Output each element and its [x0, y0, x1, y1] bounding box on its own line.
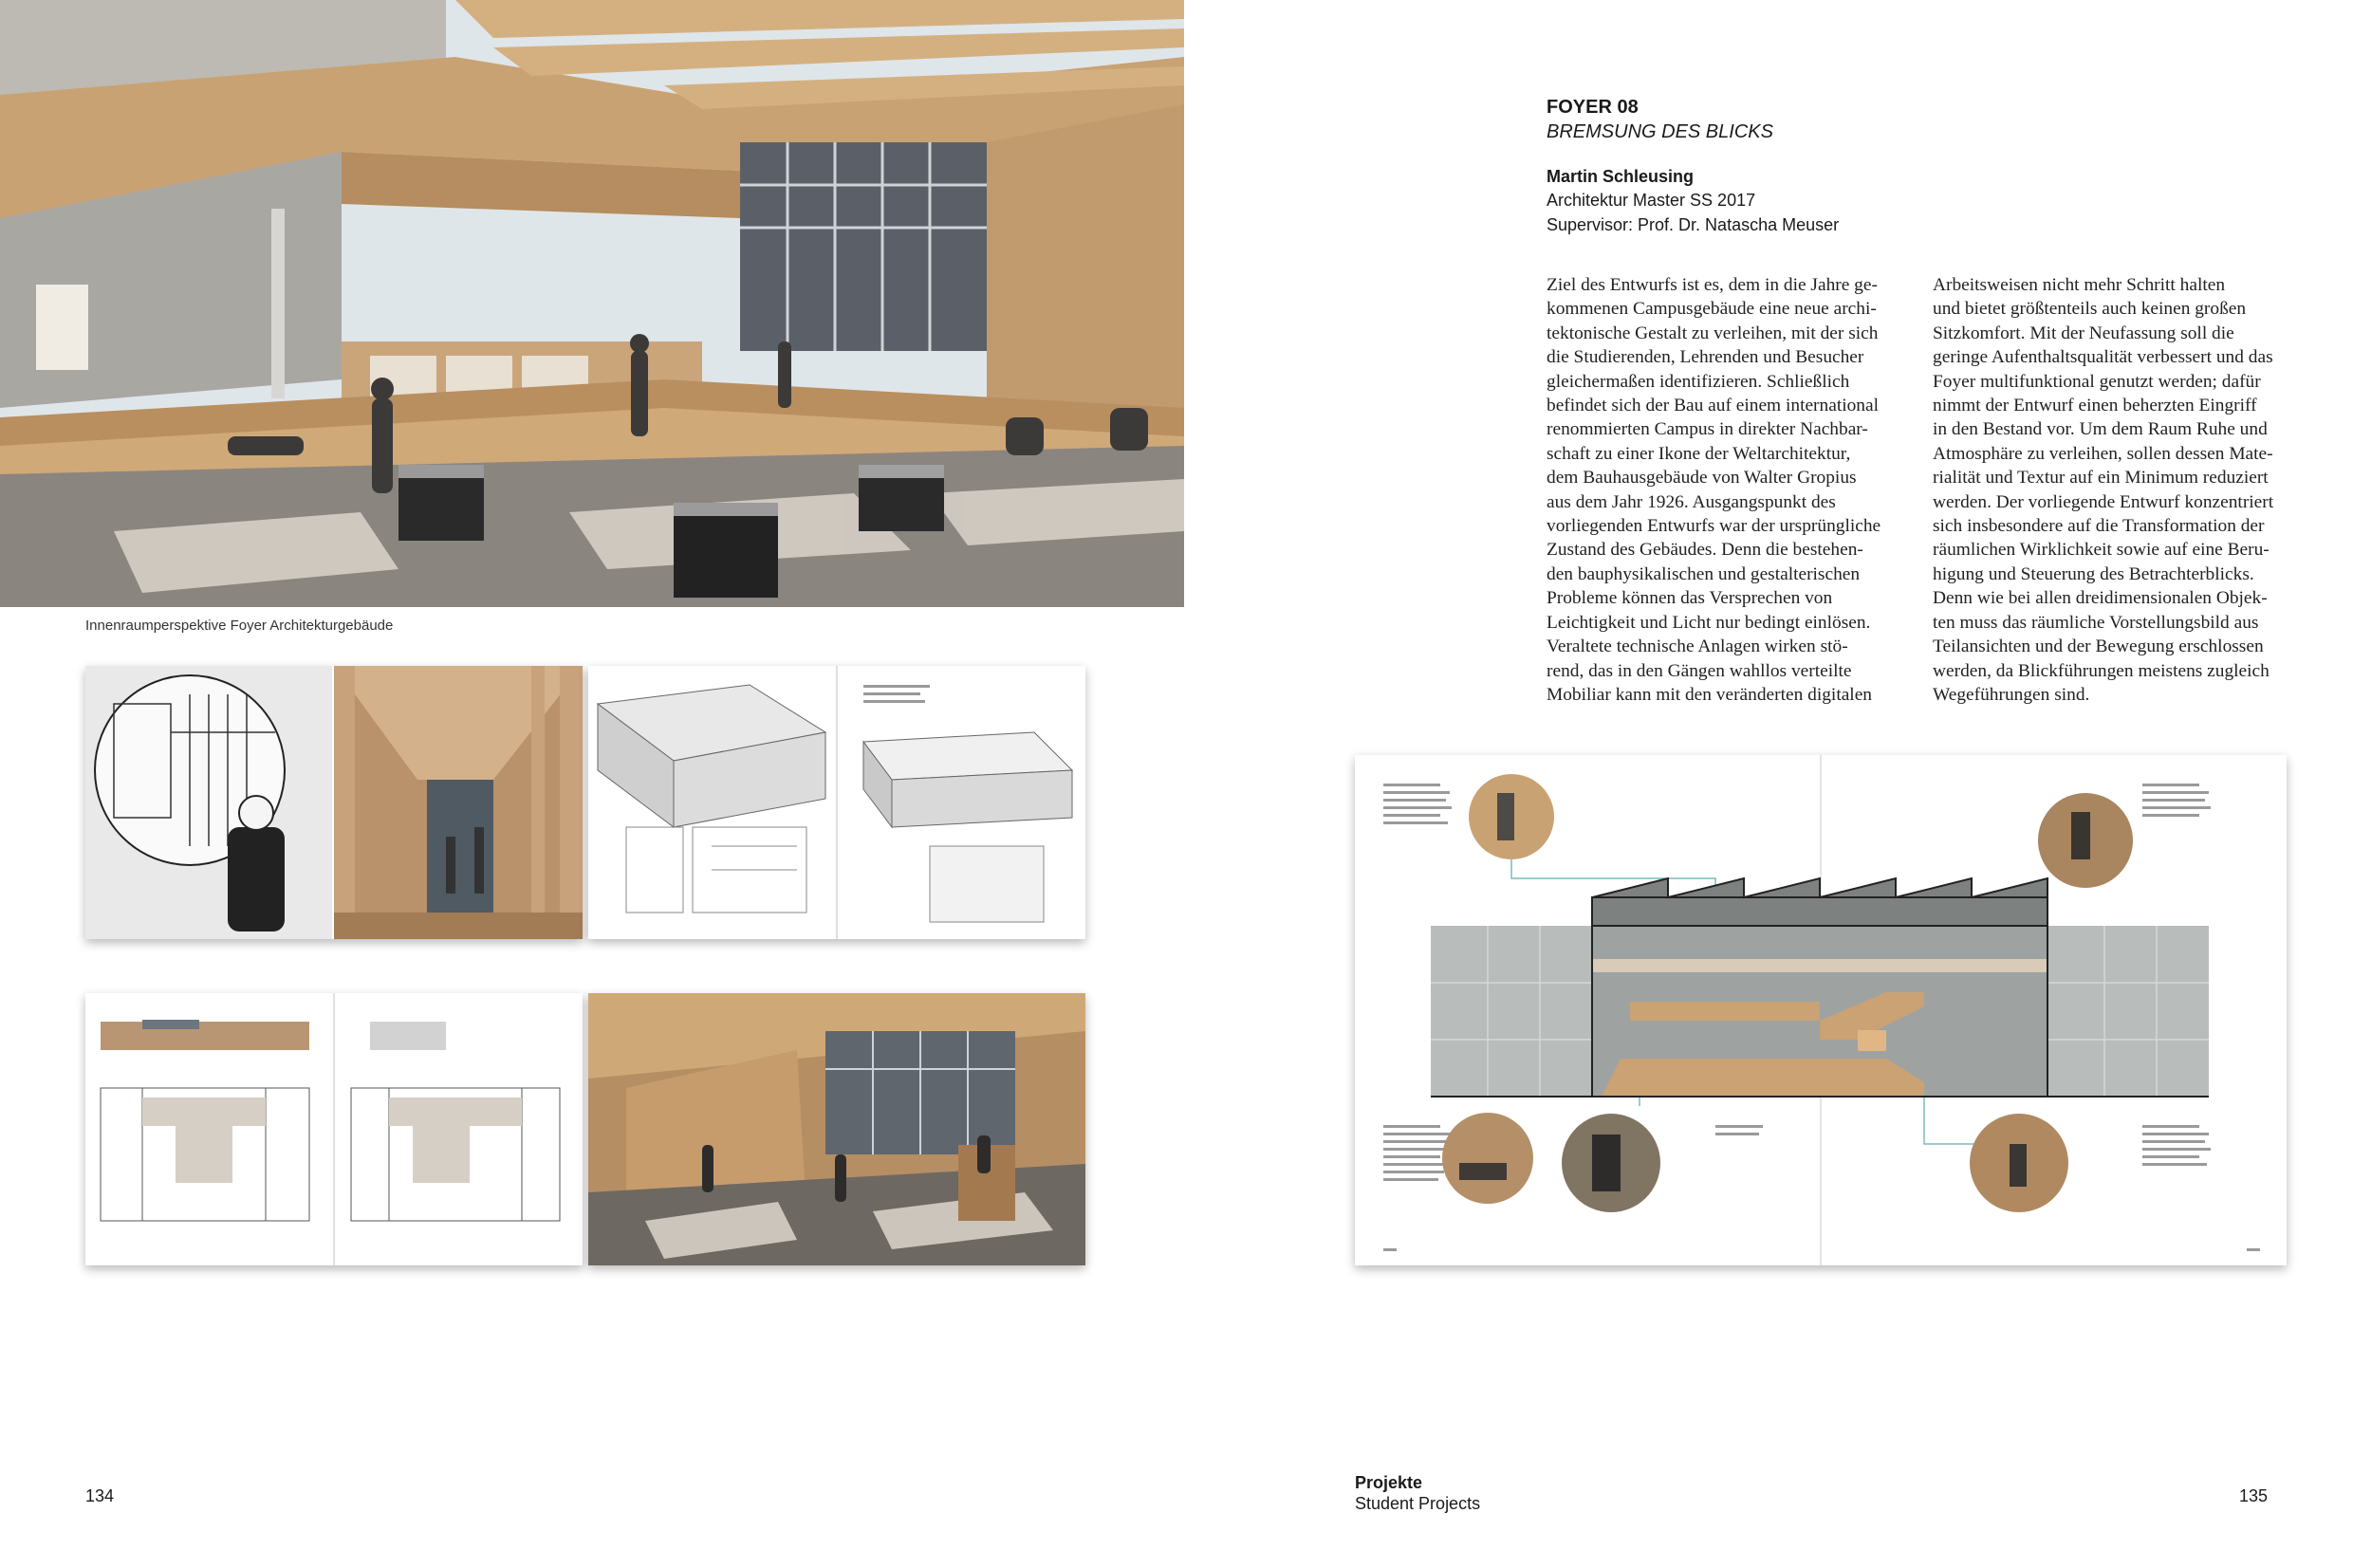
- body-line: Wegeführungen sind.: [1933, 684, 2090, 705]
- body-line: Denn wie bei allen dreidimensionalen Objek-: [1933, 588, 2268, 609]
- body-line: und bietet größtenteils auch keinen großen: [1933, 299, 2247, 320]
- body-line: schaft zu einer Ikone der Weltarchitektur,: [1547, 443, 1851, 464]
- body-line: nimmt der Entwurf einen beherzten Eingriff: [1933, 396, 2257, 416]
- body-line: renommierten Campus in direkter Nachbar-: [1547, 419, 1868, 440]
- body-text-column-1: [1547, 273, 1903, 707]
- body-line: rend, das in den Gängen wahllos verteilte: [1547, 660, 1852, 681]
- body-line: dem Bauhausgebäude von Walter Gropius: [1547, 468, 1857, 489]
- body-line: werden. Der vorliegende Entwurf konzentriert: [1933, 491, 2274, 512]
- foyer-interior-rendering: [0, 0, 1184, 607]
- supervisor-line: Supervisor: Prof. Dr. Natascha Meuser: [1547, 215, 1840, 234]
- body-line: sich insbesondere auf die Transformation der: [1933, 516, 2265, 537]
- author-name: Martin Schleusing: [1547, 167, 1695, 186]
- body-line: befindet sich der Bau auf einem international: [1547, 396, 1879, 416]
- body-line: aus dem Jahr 1926. Ausgangspunkt des: [1547, 491, 1836, 512]
- page-footer: [1355, 1472, 1480, 1514]
- body-line: Probleme können das Versprechen von: [1547, 588, 1833, 609]
- book-spread-perspectives: [85, 666, 583, 939]
- body-line: gleichermaßen identifizieren. Schließlich: [1547, 371, 1850, 392]
- body-line: Teilansichten und der Bewegung erschlossen: [1933, 636, 2264, 657]
- body-line: in den Bestand vor. Um dem Raum Ruhe und: [1933, 419, 2268, 440]
- body-line: kommenen Campusgebäude eine neue archi-: [1547, 299, 1877, 320]
- body-line: Atmosphäre zu verleihen, sollen dessen Mate-: [1933, 443, 2273, 464]
- body-line: Foyer multifunktional genutzt werden; dafür: [1933, 371, 2261, 392]
- body-line: higung und Steuerung des Betrachterblicks.: [1933, 563, 2254, 584]
- page-number-left: 134: [85, 1486, 115, 1505]
- body-line: Arbeitsweisen nicht mehr Schritt halten: [1933, 275, 2226, 295]
- body-line: Leichtigkeit und Licht nur bedingt einlösen.: [1547, 612, 1871, 633]
- hero-caption: Innenraumperspektive Foyer Architekturgebäude: [85, 618, 394, 634]
- body-line: ten muss das räumliche Vorstellungsbild aus: [1933, 612, 2259, 633]
- book-spread-axonometry: [588, 666, 1085, 939]
- body-line: tektonische Gestalt zu verleihen, mit der sich: [1547, 323, 1879, 343]
- body-line: die Studierenden, Lehrenden und Besucher: [1547, 347, 1864, 368]
- footer-section: Projekte: [1355, 1473, 1423, 1492]
- body-line: geringe Aufenthaltsqualität verbessert und das: [1933, 347, 2273, 368]
- program-line: Architektur Master SS 2017: [1547, 191, 1756, 210]
- body-line: werden, da Blickführungen meistens zugleich: [1933, 660, 2270, 681]
- book-spread-elevation: [1355, 755, 2287, 1265]
- body-line: Mobiliar kann mit den veränderten digitalen: [1547, 684, 1873, 705]
- body-text-column-2: [1933, 273, 2289, 707]
- body-line: Sitzkomfort. Mit der Neufassung soll die: [1933, 323, 2234, 343]
- body-line: den bauphysikalischen und gestalterischen: [1547, 563, 1861, 584]
- body-line: räumlichen Wirklichkeit sowie auf eine Beru-: [1933, 540, 2270, 561]
- body-line: rialität und Textur auf ein Minimum reduziert: [1933, 468, 2269, 489]
- footer-subsection: Student Projects: [1355, 1494, 1481, 1513]
- body-line: Veraltete technische Anlagen wirken stö-: [1547, 636, 1848, 657]
- body-line: vorliegenden Entwurfs war der ursprüngliche: [1547, 516, 1881, 537]
- project-label: FOYER 08: [1547, 97, 1639, 118]
- page-number-right: 135: [2238, 1486, 2268, 1505]
- book-spread-floorplans: [85, 993, 583, 1265]
- book-spread-interior-render: [588, 993, 1085, 1265]
- body-line: Ziel des Entwurfs ist es, dem in die Jahre ge-: [1547, 275, 1878, 295]
- body-line: Zustand des Gebäudes. Denn die bestehen-: [1547, 540, 1863, 561]
- project-header: [1547, 95, 2040, 237]
- project-subtitle: BREMSUNG DES BLICKS: [1547, 121, 1773, 142]
